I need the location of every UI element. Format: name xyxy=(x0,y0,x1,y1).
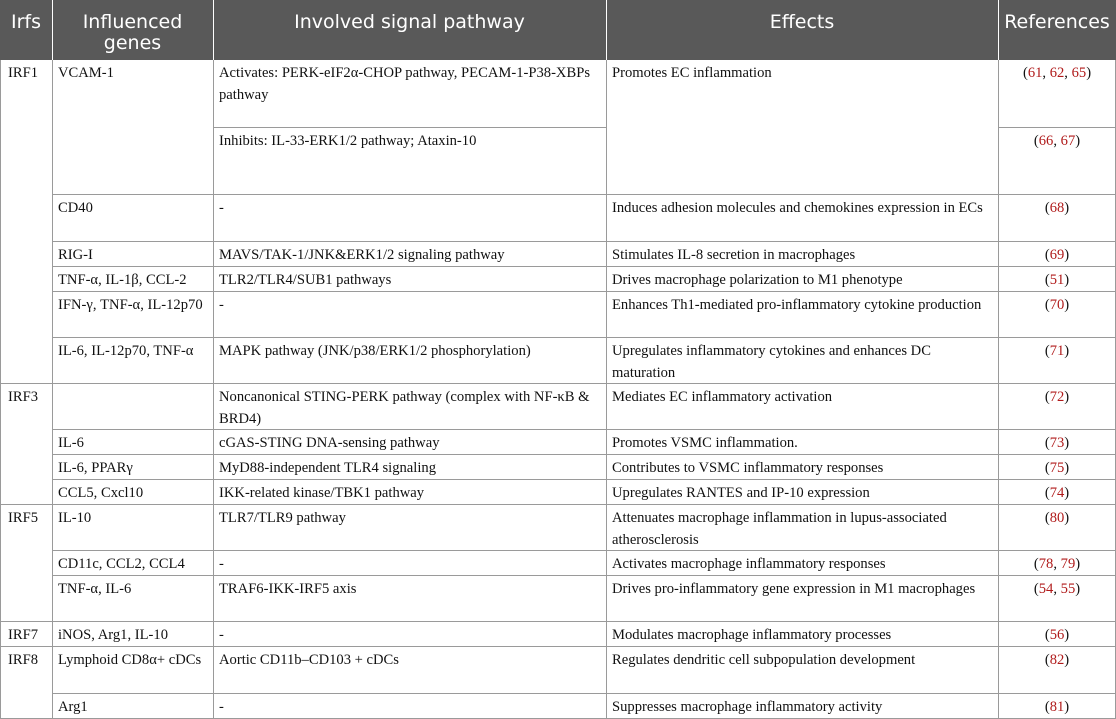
gene-cell: Arg1 xyxy=(58,699,88,715)
row-divider xyxy=(52,337,1116,338)
pathway-cell: MAVS/TAK-1/JNK&ERK1/2 signaling pathway xyxy=(219,247,505,263)
references-cell: (74) xyxy=(1044,485,1070,501)
reference-link[interactable]: 51 xyxy=(1049,272,1065,288)
effects-cell: Modulates macrophage inflammatory processes xyxy=(612,627,892,643)
gene-cell: CD40 xyxy=(58,200,93,216)
reference-link[interactable]: 73 xyxy=(1049,435,1065,451)
gene-cell: iNOS, Arg1, IL-10 xyxy=(58,627,168,643)
row-divider xyxy=(52,194,1116,195)
effects-cell: Attenuates macrophage inflammation in lupus-associated atherosclerosis xyxy=(612,510,947,548)
gene-cell: IL-6, IL-12p70, TNF-α xyxy=(58,343,194,359)
pathway-cell: cGAS-STING DNA-sensing pathway xyxy=(219,435,440,451)
reference-link[interactable]: 69 xyxy=(1049,247,1065,263)
gene-cell: CD11c, CCL2, CCL4 xyxy=(58,556,185,572)
reference-link[interactable]: 61 xyxy=(1027,65,1043,81)
references-cell: (61, 62, 65) xyxy=(1022,65,1092,81)
effects-cell: Regulates dendritic cell subpopulation development xyxy=(612,652,916,668)
gene-cell: IL-6, PPARγ xyxy=(58,460,133,476)
pathway-cell: - xyxy=(219,200,224,216)
header-influenced-genes: Influenced genes xyxy=(82,11,183,54)
effects-cell: Promotes VSMC inflammation. xyxy=(612,435,798,451)
reference-link[interactable]: 66 xyxy=(1038,133,1054,149)
reference-link[interactable]: 81 xyxy=(1049,699,1065,715)
pathway-cell: MAPK pathway (JNK/p38/ERK1/2 phosphorylation) xyxy=(219,343,531,359)
reference-link[interactable]: 82 xyxy=(1049,652,1065,668)
pathway-cell xyxy=(213,62,606,106)
row-divider xyxy=(52,479,1116,480)
gene-cell: CCL5, Cxcl10 xyxy=(58,485,144,501)
reference-link[interactable]: 71 xyxy=(1049,343,1065,359)
row-divider xyxy=(52,454,1116,455)
effects-cell: Activates macrophage inflammatory responses xyxy=(612,556,886,572)
pathway-cell: Noncanonical STING-PERK pathway (complex with NF-κB & BRD4) xyxy=(219,389,590,427)
gene-cell: TNF-α, IL-1β, CCL-2 xyxy=(58,272,187,288)
row-divider xyxy=(52,291,1116,292)
gene-cell: IL-10 xyxy=(58,510,92,526)
irf-group-label: IRF1 xyxy=(8,65,39,81)
effects-cell: Drives macrophage polarization to M1 phenotype xyxy=(612,272,903,288)
reference-link[interactable]: 55 xyxy=(1060,581,1076,597)
references-cell: (73) xyxy=(1044,435,1070,451)
reference-link[interactable]: 70 xyxy=(1049,297,1065,313)
irf-group-label: IRF3 xyxy=(8,389,39,405)
row-divider xyxy=(52,550,1116,551)
reference-link[interactable]: 67 xyxy=(1060,133,1076,149)
pathway-cell: IKK-related kinase/TBK1 pathway xyxy=(219,485,425,501)
pathway-cell: Aortic CD11b–CD103 + cDCs xyxy=(219,652,399,668)
reference-link[interactable]: 65 xyxy=(1071,65,1087,81)
header-references: References xyxy=(1004,11,1110,33)
reference-link[interactable]: 79 xyxy=(1060,556,1076,572)
effects-cell: Enhances Th1-mediated pro-inflammatory cytokine production xyxy=(612,297,982,313)
row-divider xyxy=(0,621,1116,622)
pathway-cell: TLR7/TLR9 pathway xyxy=(219,510,346,526)
pathway-cell: Inhibits: IL-33-ERK1/2 pathway; Ataxin-10 xyxy=(219,133,477,149)
reference-link[interactable]: 56 xyxy=(1049,627,1065,643)
effects-cell: Suppresses macrophage inflammatory activity xyxy=(612,699,883,715)
header-signal-pathway: Involved signal pathway xyxy=(294,11,525,33)
header-divider xyxy=(52,0,53,60)
references-cell: (72) xyxy=(1044,389,1070,405)
reference-link[interactable]: 80 xyxy=(1049,510,1065,526)
pathway-cell: - xyxy=(219,699,224,715)
gene-cell: IL-6 xyxy=(58,435,84,451)
row-divider xyxy=(0,646,1116,647)
effects-cell: Stimulates IL-8 secretion in macrophages xyxy=(612,247,856,263)
header-irfs: Irfs xyxy=(10,11,41,33)
reference-link[interactable]: 75 xyxy=(1049,460,1065,476)
references-cell: (80) xyxy=(1044,510,1070,526)
effects-cell: Contributes to VSMC inflammatory responses xyxy=(612,460,884,476)
references-cell: (82) xyxy=(1044,652,1070,668)
references-cell: (71) xyxy=(1044,343,1070,359)
gene-cell: Lymphoid CD8α+ cDCs xyxy=(58,652,202,668)
gene-cell: RIG-I xyxy=(58,247,93,263)
references-cell: (70) xyxy=(1044,297,1070,313)
reference-link[interactable]: 54 xyxy=(1038,581,1054,597)
references-cell: (54, 55) xyxy=(1033,581,1081,597)
pathway-cell: - xyxy=(219,627,224,643)
references-cell: (69) xyxy=(1044,247,1070,263)
effects-cell: Mediates EC inflammatory activation xyxy=(612,389,833,405)
effects-cell: Upregulates RANTES and IP-10 expression xyxy=(612,485,870,501)
effects-cell: Promotes EC inflammation xyxy=(612,65,772,81)
header-divider xyxy=(213,0,214,60)
header-divider xyxy=(606,0,607,60)
row-divider xyxy=(52,241,1116,242)
pathway-cell: TLR2/TLR4/SUB1 pathways xyxy=(219,272,392,288)
row-divider xyxy=(213,127,606,128)
row-divider xyxy=(52,575,1116,576)
gene-cell: VCAM-1 xyxy=(58,65,114,81)
references-cell: (75) xyxy=(1044,460,1070,476)
references-cell: (68) xyxy=(1044,200,1070,216)
effects-cell: Upregulates inflammatory cytokines and enhances DC maturation xyxy=(612,343,931,381)
row-divider xyxy=(52,266,1116,267)
pathway-cell: TRAF6-IKK-IRF5 axis xyxy=(219,581,357,597)
header-effects: Effects xyxy=(769,11,835,33)
row-divider xyxy=(0,504,1116,505)
gene-cell: TNF-α, IL-6 xyxy=(58,581,132,597)
row-divider xyxy=(52,429,1116,430)
irf-group-label: IRF7 xyxy=(8,627,39,643)
row-divider xyxy=(998,127,1116,128)
reference-link[interactable]: 74 xyxy=(1049,485,1065,501)
row-divider xyxy=(0,383,1116,384)
pathway-activates: Activates: PERK-eIF2α-CHOP pathway, PECAM-1-P38-XBPs pathway xyxy=(219,65,590,103)
reference-link[interactable]: 68 xyxy=(1049,200,1065,216)
gene-cell: IFN-γ, TNF-α, IL-12p70 xyxy=(58,297,203,313)
header-divider xyxy=(998,0,999,60)
references-cell: (81) xyxy=(1044,699,1070,715)
row-divider xyxy=(52,693,1116,694)
references-cell: (78, 79) xyxy=(1033,556,1081,572)
references-cell: (51) xyxy=(1044,272,1070,288)
effects-cell: Induces adhesion molecules and chemokines expression in ECs xyxy=(612,200,983,216)
references-cell: (66, 67) xyxy=(1033,133,1081,149)
references-cell: (56) xyxy=(1044,627,1070,643)
irf-group-label: IRF5 xyxy=(8,510,39,526)
reference-link[interactable]: 78 xyxy=(1038,556,1054,572)
pathway-cell: - xyxy=(219,297,224,313)
pathway-cell: - xyxy=(219,556,224,572)
reference-link[interactable]: 72 xyxy=(1049,389,1065,405)
reference-link[interactable]: 62 xyxy=(1049,65,1065,81)
irf-group-label: IRF8 xyxy=(8,652,39,668)
effects-cell: Drives pro-inflammatory gene expression in M1 macrophages xyxy=(612,581,976,597)
pathway-cell: MyD88-independent TLR4 signaling xyxy=(219,460,436,476)
